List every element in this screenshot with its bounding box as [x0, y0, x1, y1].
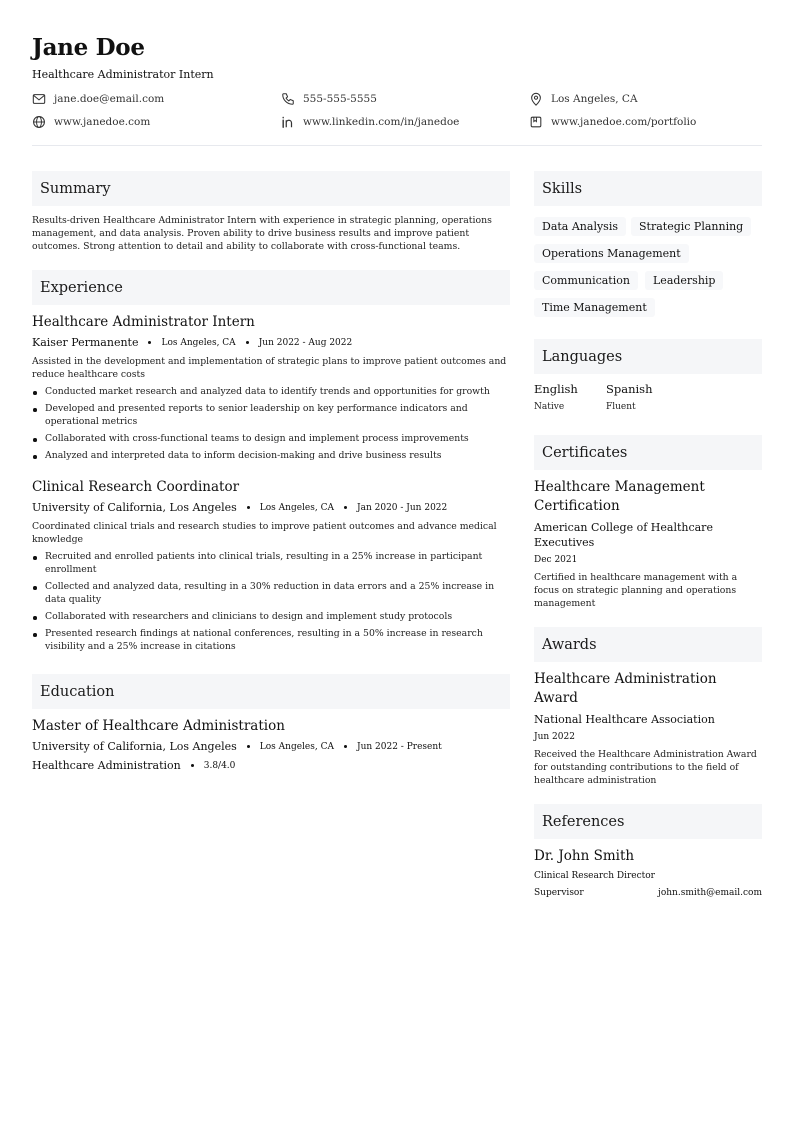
skill-chip: Strategic Planning [631, 217, 751, 236]
degree-title: Master of Healthcare Administration [32, 718, 285, 734]
references-heading: References [534, 804, 762, 839]
location-icon [529, 92, 543, 106]
separator-dot [247, 506, 250, 509]
contact-linkedin[interactable] [281, 115, 459, 129]
header-divider [32, 145, 762, 146]
email-text: jane.doe@email.com [54, 93, 165, 105]
skills-heading: Skills [534, 171, 762, 206]
language-level: Fluent [606, 402, 636, 412]
school-name: University of California, Los Angeles [32, 740, 237, 753]
candidate-name: Jane Doe [32, 34, 145, 61]
field-of-study: Healthcare Administration [32, 759, 181, 772]
list-item: Conducted market research and analyzed data to identify trends and opportunities for growth [32, 385, 510, 398]
job-company: University of California, Los Angeles [32, 501, 237, 514]
education-dates: Jun 2022 - Present [356, 741, 442, 752]
summary-text: Results-driven Healthcare Administrator Intern with experience in strategic planning, operations management, and data analysis. Proven ability to drive business results and improve patient outcomes. Strong attention to detail and ability to collaborate with cross-functional teams. [32, 215, 492, 252]
language-name: English [534, 382, 578, 396]
list-item: Collaborated with cross-functional teams to design and implement process improvements [32, 432, 510, 445]
skill-chip: Communication [534, 271, 638, 290]
contact-phone[interactable] [281, 92, 377, 106]
contact-email[interactable] [32, 92, 164, 106]
reference-name: Dr. John Smith [534, 848, 635, 864]
mail-icon [32, 92, 46, 106]
skill-chip: Leadership [645, 271, 723, 290]
reference-email[interactable]: john.smith@email.com [658, 888, 762, 898]
linkedin-text: www.linkedin.com/in/janedoe [303, 116, 460, 128]
gpa: 3.8/4.0 [203, 760, 236, 771]
separator-dot [191, 764, 194, 767]
separator-dot [148, 341, 151, 344]
summary-heading: Summary [32, 171, 510, 206]
certificates-heading: Certificates [534, 435, 762, 470]
school-location: Los Angeles, CA [259, 741, 334, 752]
job-title: Healthcare Administrator Intern [32, 314, 255, 330]
award-issuer: National Healthcare Association [534, 713, 715, 726]
job-description: Coordinated clinical trials and research studies to improve patient outcomes and advance medical knowledge [32, 521, 497, 545]
job-location: Los Angeles, CA [259, 502, 334, 513]
list-item: Collaborated with researchers and clinicians to design and implement study protocols [32, 610, 510, 623]
portfolio-text: www.janedoe.com/portfolio [551, 116, 697, 128]
reference-relation: Supervisor [534, 888, 584, 898]
separator-dot [344, 745, 347, 748]
awards-heading: Awards [534, 627, 762, 662]
certificate-description: Certified in healthcare management with a focus on strategic planning and operations management [534, 572, 738, 609]
separator-dot [246, 341, 249, 344]
certificate-issuer: American College of Healthcare Executives [534, 521, 713, 549]
language-level: Native [534, 402, 565, 412]
list-item: Developed and presented reports to senior leadership on key performance indicators and operational metrics [32, 402, 510, 428]
contact-website[interactable] [32, 115, 150, 129]
reference-position: Clinical Research Director [534, 871, 655, 881]
job-location: Los Angeles, CA [161, 337, 236, 348]
list-item: Recruited and enrolled patients into clinical trials, resulting in a 25% increase in participant enrollment [32, 550, 510, 576]
linkedin-icon [281, 115, 295, 129]
separator-dot [344, 506, 347, 509]
candidate-title: Healthcare Administrator Intern [32, 68, 214, 81]
languages-heading: Languages [534, 339, 762, 374]
contact-location [529, 92, 638, 106]
award-date: Jun 2022 [534, 732, 575, 742]
phone-text: 555-555-5555 [303, 93, 377, 105]
list-item: Collected and analyzed data, resulting in a 30% reduction in data errors and a 25% increase in data quality [32, 580, 510, 606]
globe-icon [32, 115, 46, 129]
certificate-date: Dec 2021 [534, 555, 578, 565]
education-field-meta [32, 759, 235, 772]
education-heading: Education [32, 674, 510, 709]
skill-chip: Data Analysis [534, 217, 626, 236]
education-meta [32, 740, 442, 753]
location-text: Los Angeles, CA [551, 93, 638, 105]
phone-icon [281, 92, 295, 106]
award-description: Received the Healthcare Administration Award for outstanding contributions to the field of healthcare administration [534, 749, 757, 786]
portfolio-icon [529, 115, 543, 129]
job-company: Kaiser Permanente [32, 336, 139, 349]
list-item: Presented research findings at national conferences, resulting in a 50% increase in research visibility and a 25% increase in citations [32, 627, 510, 653]
job-dates: Jan 2020 - Jun 2022 [356, 502, 448, 513]
experience-heading: Experience [32, 270, 510, 305]
job-bullets [32, 550, 510, 657]
list-item: Analyzed and interpreted data to inform decision-making and drive business results [32, 449, 510, 462]
separator-dot [247, 745, 250, 748]
contact-portfolio[interactable] [529, 115, 696, 129]
job-dates: Jun 2022 - Aug 2022 [258, 337, 353, 348]
skill-chip: Time Management [534, 298, 655, 317]
skill-chip: Operations Management [534, 244, 689, 263]
job-bullets [32, 385, 510, 466]
job-description: Assisted in the development and implementation of strategic plans to improve patient outcomes and reduce healthcare costs [32, 356, 507, 380]
job-meta [32, 336, 352, 349]
job-meta [32, 501, 447, 514]
award-title: Healthcare Administration Award [534, 671, 717, 706]
website-text: www.janedoe.com [54, 116, 151, 128]
job-title: Clinical Research Coordinator [32, 479, 240, 495]
language-name: Spanish [606, 382, 653, 396]
certificate-title: Healthcare Management Certification [534, 479, 705, 514]
